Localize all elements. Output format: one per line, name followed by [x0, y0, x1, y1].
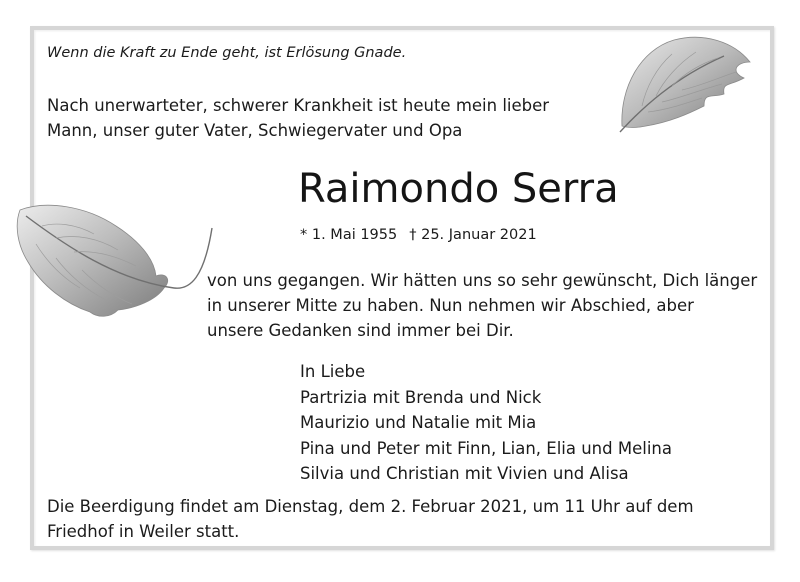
family-line: Silvia und Christian mit Vivien und Alisa — [300, 464, 629, 483]
family-signatures — [300, 359, 672, 487]
intro-text — [47, 93, 549, 143]
feather-icon — [6, 196, 218, 328]
deceased-name: Raimondo Serra — [298, 166, 619, 212]
intro-line: Nach unerwarteter, schwerer Krankheit ist heute mein lieber — [47, 96, 550, 115]
funeral-line: Die Beerdigung findet am Dienstag, dem 2. Februar 2021, um 11 Uhr auf dem — [47, 497, 694, 516]
intro-line: Mann, unser guter Vater, Schwiegervater und Opa — [47, 121, 463, 140]
family-heading: In Liebe — [300, 362, 366, 381]
family-line: Pina und Peter mit Finn, Lian, Elia und Melina — [300, 438, 672, 458]
birth-date: * 1. Mai 1955 — [300, 227, 398, 243]
death-date: † 25. Januar 2021 — [409, 227, 537, 243]
motto: Wenn die Kraft zu Ende geht, ist Erlösung Gnade. — [47, 45, 407, 61]
family-line: Partrizia mit Brenda und Nick — [300, 387, 542, 407]
family-line: Maurizio und Natalie mit Mia — [300, 413, 537, 432]
funeral-line: Friedhof in Weiler statt. — [47, 522, 240, 541]
feather-icon — [612, 28, 762, 138]
life-dates — [300, 227, 537, 243]
message-text — [207, 268, 757, 343]
message-line: unsere Gedanken sind immer bei Dir. — [207, 321, 514, 340]
message-line: von uns gegangen. Wir hätten uns so sehr gewünscht, Dich länger — [207, 271, 758, 290]
message-line: in unserer Mitte zu haben. Nun nehmen wir Abschied, aber — [207, 296, 694, 315]
funeral-info — [47, 494, 694, 544]
